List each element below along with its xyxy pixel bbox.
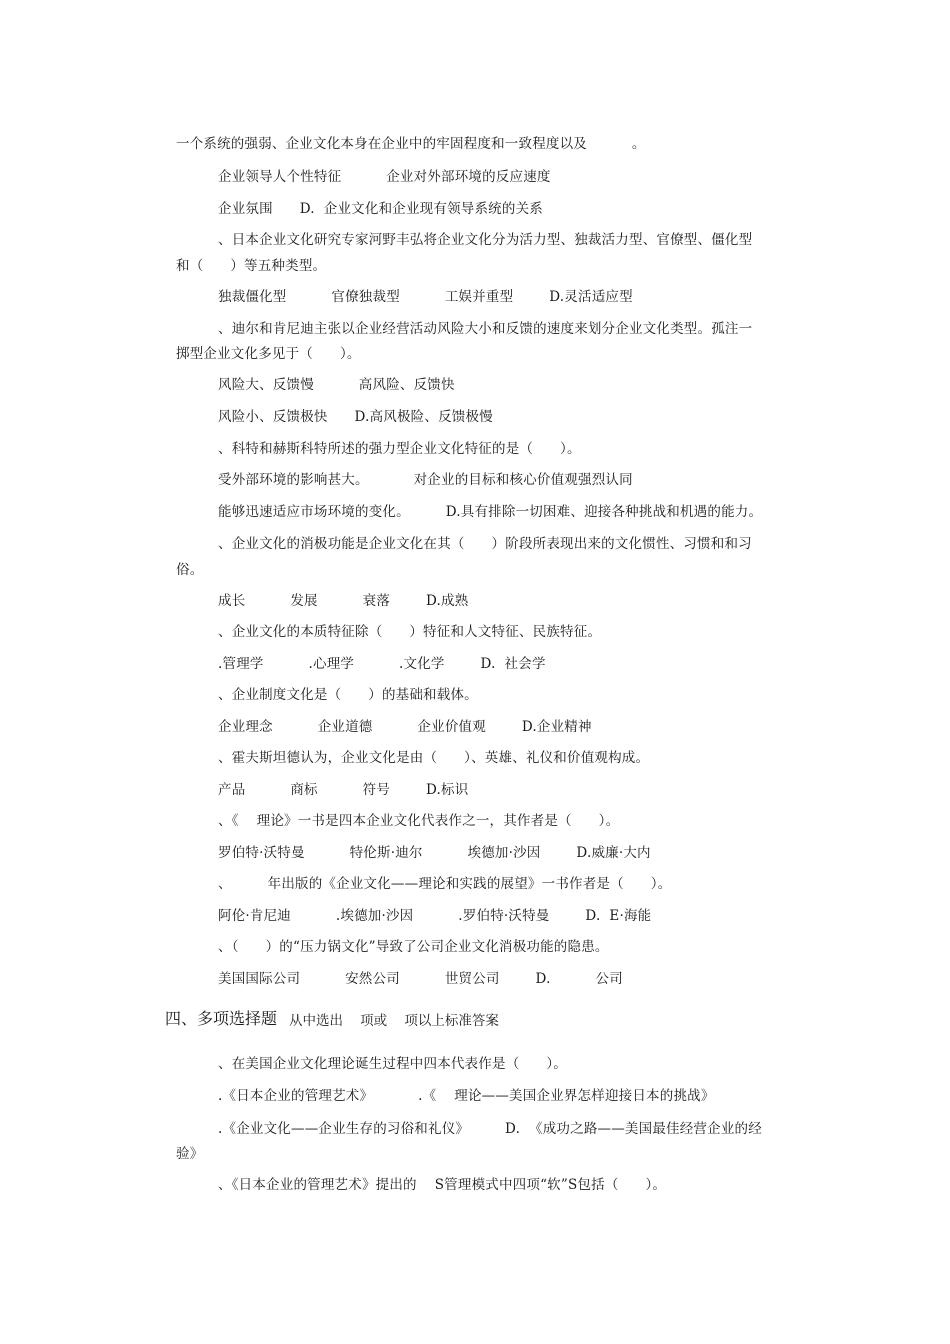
option-line: 美国国际公司 安然公司 世贸公司 D. 公司 xyxy=(218,971,623,987)
option-line: 企业理念 企业道德 企业价值观 D.企业精神 xyxy=(218,719,592,735)
section-instruction: 从中选出 项或 项以上标准答案 xyxy=(289,1013,499,1029)
question-stem: 、迪尔和肯尼迪主张以企业经营活动风险大小和反馈的速度来划分企业文化类型。孤注一 xyxy=(218,321,753,337)
question-stem: 、企业制度文化是（ ）的基础和载体。 xyxy=(218,687,478,703)
question-stem: 掷型企业文化多见于（ ）。 xyxy=(176,346,361,362)
option-line: 能够迅速适应市场环境的变化。 D.具有排除一切困难、迎接各种挑战和机遇的能力。 xyxy=(218,504,763,520)
option-line: 企业领导人个性特征 企业对外部环境的反应速度 xyxy=(218,169,551,185)
option-line: 阿伦·肯尼迪 .埃德加·沙因 .罗伯特·沃特曼 D. E·海能 xyxy=(218,908,652,924)
question-stem: 、科特和赫斯科特所述的强力型企业文化特征的是（ ）。 xyxy=(218,441,581,457)
option-line: 风险小、反馈极快 D.高风极险、反馈极慢 xyxy=(218,409,493,425)
question-stem: 俗。 xyxy=(176,562,204,578)
question-stem: 、企业文化的消极功能是企业文化在其（ ）阶段所表现出来的文化惯性、习惯和和习 xyxy=(218,536,752,552)
question-stem-continuation: 一个系统的强弱、企业文化本身在企业中的牢固程度和一致程度以及 。 xyxy=(176,136,646,152)
option-line: .管理学 .心理学 .文化学 D. 社会学 xyxy=(218,656,546,672)
question-stem: 、《 理论》一书是四本企业文化代表作之一，其作者是（ ）。 xyxy=(218,813,620,829)
question-stem: 、 年出版的《企业文化——理论和实践的展望》一书作者是（ ）。 xyxy=(218,876,672,892)
question-stem: 、《日本企业的管理艺术》提出的 S管理模式中四项“软”S包括（ ）。 xyxy=(218,1177,667,1193)
option-line: 独裁僵化型 官僚独裁型 工娱并重型 D.灵活适应型 xyxy=(218,289,633,305)
option-line: 受外部环境的影响甚大。 对企业的目标和核心价值观强烈认同 xyxy=(218,472,633,488)
option-line: 验》 xyxy=(176,1146,204,1162)
option-line: .《日本企业的管理艺术》 .《 理论——美国企业界怎样迎接日本的挑战》 xyxy=(218,1088,715,1104)
question-stem: 、企业文化的本质特征除（ ）特征和人文特征、民族特征。 xyxy=(218,624,602,640)
option-line: 风险大、反馈慢 高风险、反馈快 xyxy=(218,377,455,393)
question-stem: 、（ ）的“压力锅文化”导致了公司企业文化消极功能的隐患。 xyxy=(218,939,609,955)
section-heading: 四、多项选择题 xyxy=(165,1009,278,1028)
question-stem: 、日本企业文化研究专家河野丰弘将企业文化分为活力型、独裁活力型、官僚型、僵化型 xyxy=(218,232,753,248)
option-line: 产品 商标 符号 D.标识 xyxy=(218,782,469,798)
option-line: 罗伯特·沃特曼 特伦斯·迪尔 埃德加·沙因 D.威廉·大内 xyxy=(218,845,651,861)
option-line: 企业氛围 D. 企业文化和企业现有领导系统的关系 xyxy=(218,201,543,217)
question-stem: 、在美国企业文化理论诞生过程中四本代表作是（ ）。 xyxy=(218,1056,567,1072)
question-stem: 和（ ）等五种类型。 xyxy=(176,258,327,274)
option-line: .《企业文化——企业生存的习俗和礼仪》 D. 《成功之路——美国最佳经营企业的经 xyxy=(218,1121,762,1137)
question-stem: 、霍夫斯坦德认为，企业文化是由（ ）、英雄、礼仪和价值观构成。 xyxy=(218,750,650,766)
option-line: 成长 发展 衰落 D.成熟 xyxy=(218,593,469,609)
